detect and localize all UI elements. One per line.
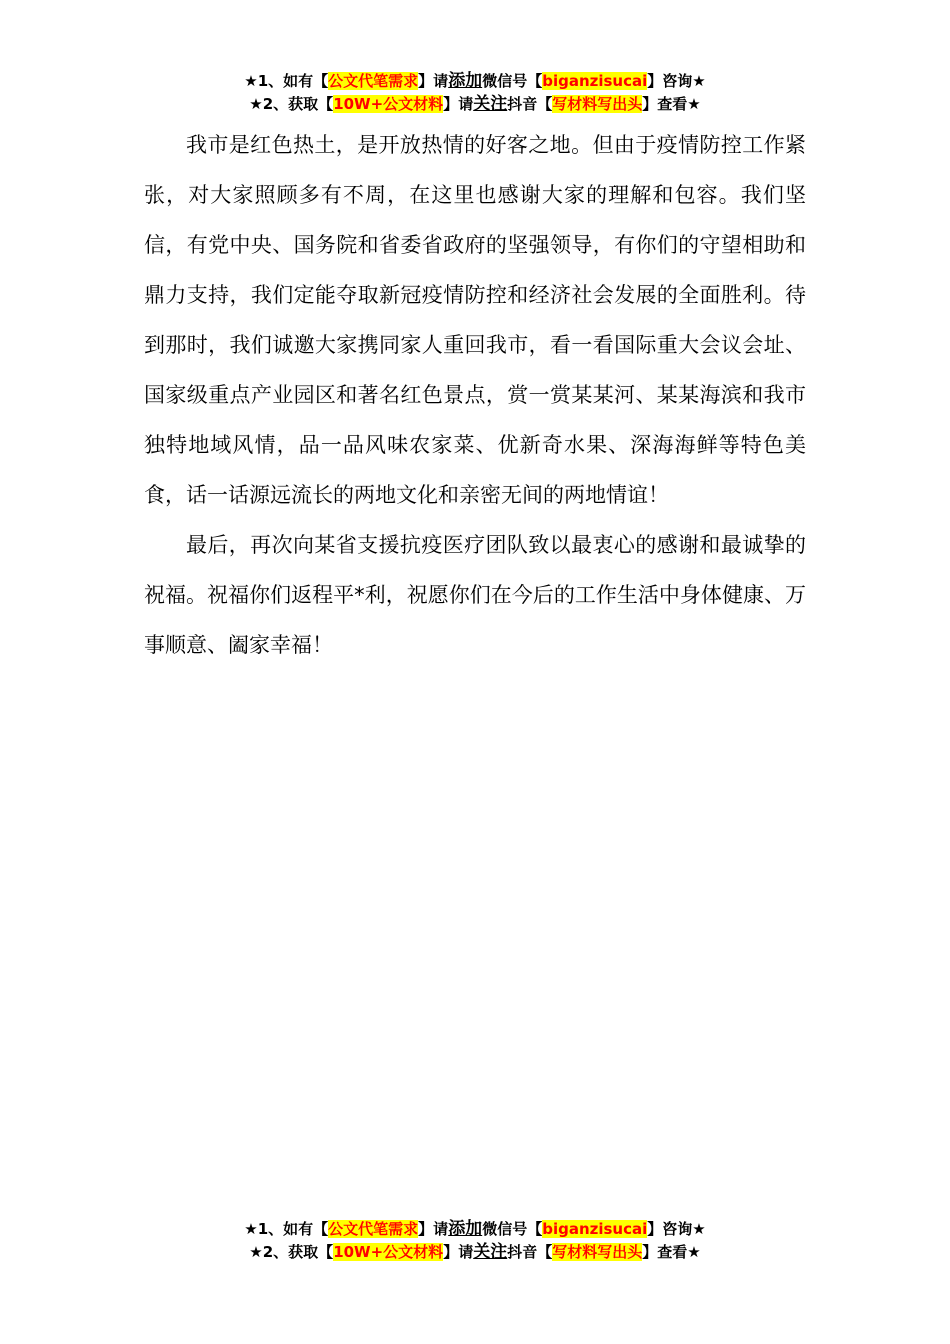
banner-highlight: 写材料写出头 [552, 95, 643, 113]
banner-highlight: biganzisucai [542, 72, 648, 90]
banner-text: 】请 [443, 95, 474, 113]
banner-line-2 [0, 1241, 950, 1264]
banner-text: 微信号【 [482, 72, 543, 90]
banner-line-1 [0, 1218, 950, 1241]
paragraph: 最后，再次向某省支援抗疫医疗团队致以最衷心的感谢和最诚挚的祝福。祝福你们返程平*利，祝愿你们在今后的工作生活中身体健康、万事顺意、阖家幸福！ [144, 533, 806, 657]
banner-text: 】咨询★ [647, 1220, 706, 1238]
banner-highlight: biganzisucai [542, 1220, 648, 1238]
banner-text: 】请 [418, 72, 449, 90]
banner-highlight: 10W+公文材料 [333, 95, 444, 113]
footer-banner [0, 1218, 950, 1264]
banner-text: ★1、如有【 [244, 1220, 329, 1238]
banner-text: 】请 [443, 1243, 474, 1261]
banner-highlight: 10W+公文材料 [333, 1243, 444, 1261]
banner-text: 】请 [418, 1220, 449, 1238]
banner-highlight: 公文代笔需求 [328, 1220, 419, 1238]
paragraph: 我市是红色热土，是开放热情的好客之地。但由于疫情防控工作紧张，对大家照顾多有不周，在这里也感谢大家的理解和包容。我们坚信，有党中央、国务院和省委省政府的坚强领导，有你们的守望相助和鼎力支持，我们定能夺取新冠疫情防控和经济社会发展的全面胜利。待到那时，我们诚邀大家携同家人重回我市，看一看国际重大会议会址、国家级重点产业园区和著名红色景点，赏一赏某某河、某某海滨和我市独特地域风情，品一品风味农家菜、优新奇水果、深海海鲜等特色美食，话一话源远流长的两地文化和亲密无间的两地情谊！ [144, 133, 806, 507]
banner-text: 微信号【 [482, 1220, 543, 1238]
banner-highlight: 公文代笔需求 [328, 72, 419, 90]
banner-emphasis: 添加 [448, 1219, 483, 1239]
document-body [144, 120, 806, 670]
banner-text: 抖音【 [507, 95, 553, 113]
banner-highlight: 写材料写出头 [552, 1243, 643, 1261]
banner-text: 】咨询★ [647, 72, 706, 90]
banner-text: ★2、获取【 [249, 95, 334, 113]
banner-emphasis: 添加 [448, 71, 483, 91]
banner-line-1 [0, 70, 950, 93]
header-banner [0, 70, 950, 116]
banner-line-2 [0, 93, 950, 116]
banner-text: ★1、如有【 [244, 72, 329, 90]
banner-text: ★2、获取【 [249, 1243, 334, 1261]
banner-emphasis: 关注 [473, 94, 508, 114]
banner-text: 】查看★ [642, 1243, 701, 1261]
banner-text: 】查看★ [642, 95, 701, 113]
banner-text: 抖音【 [507, 1243, 553, 1261]
banner-emphasis: 关注 [473, 1242, 508, 1262]
